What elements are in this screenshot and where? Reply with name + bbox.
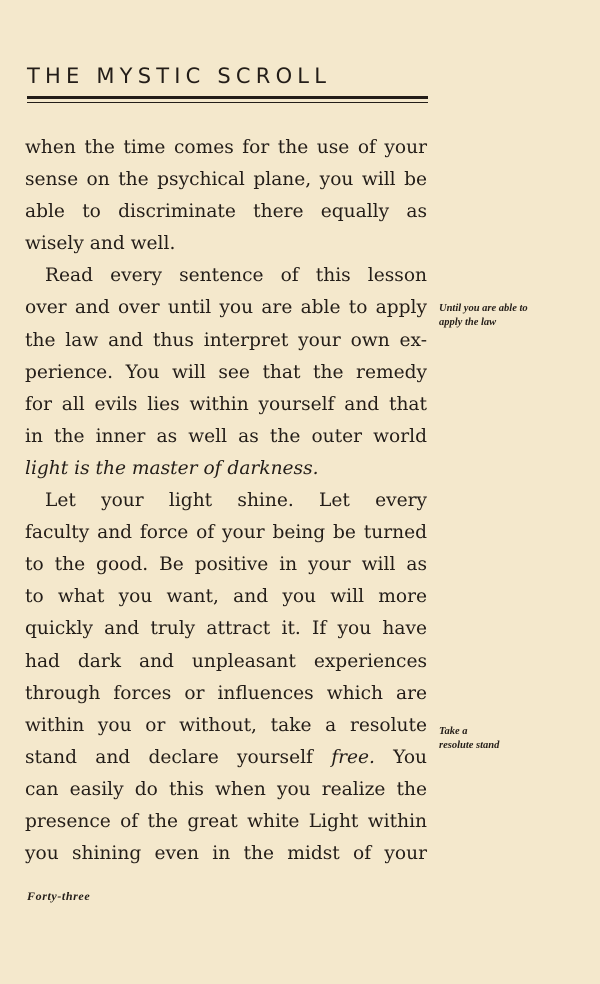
text-line xyxy=(25,581,427,613)
page-number: Forty-three xyxy=(27,889,91,903)
text-segment: presence of the great white Light within xyxy=(25,810,427,832)
text-segment: can easily do this when you realize the xyxy=(25,778,427,800)
italic-segment: light is the master of darkness. xyxy=(25,457,319,479)
text-segment: Let your light shine. Let every xyxy=(45,490,427,512)
text-segment: You xyxy=(374,746,428,768)
text-line xyxy=(25,678,427,710)
margin-note-line: resolute stand xyxy=(439,740,500,751)
text-line xyxy=(25,838,427,870)
text-line xyxy=(25,453,427,485)
text-segment: wisely and well. xyxy=(25,233,176,255)
text-line xyxy=(25,228,427,260)
text-line xyxy=(25,325,427,357)
text-segment: within you or without, take a resolute xyxy=(25,714,427,736)
text-line xyxy=(25,742,427,774)
text-line xyxy=(25,549,427,581)
margin-note-line: Take a xyxy=(439,726,468,737)
text-line xyxy=(25,806,427,838)
text-line xyxy=(25,710,427,742)
text-segment: had dark and unpleasant experiences xyxy=(25,650,427,672)
body-text xyxy=(25,132,427,870)
text-segment: sense on the psychical plane, you will be xyxy=(25,169,427,191)
italic-segment: free. xyxy=(331,746,375,768)
text-line xyxy=(25,646,427,678)
text-segment: to what you want, and you will more xyxy=(25,586,427,608)
margin-note-resolute-stand xyxy=(439,725,499,753)
text-segment: in the inner as well as the outer world xyxy=(25,425,427,447)
text-line xyxy=(25,164,427,196)
margin-note-line: apply the law xyxy=(439,317,497,328)
text-segment: quickly and truly attract it. If you have xyxy=(25,618,427,640)
text-segment: the law and thus interpret your own ex- xyxy=(25,329,427,351)
text-segment: stand and declare yourself xyxy=(25,746,332,768)
text-line xyxy=(25,196,427,228)
text-segment: you shining even in the midst of your xyxy=(25,843,427,865)
text-segment: when the time comes for the use of your xyxy=(25,137,427,158)
text-line xyxy=(25,357,427,389)
text-segment: perience. You will see that the remedy xyxy=(25,361,427,383)
text-line xyxy=(25,485,427,517)
margin-note-apply-law xyxy=(439,302,528,330)
text-segment: able to discriminate there equally as xyxy=(25,201,427,223)
margin-note-line: Until you are able to xyxy=(439,303,528,314)
header-rule-thick xyxy=(27,96,428,99)
text-segment: Read every sentence of this lesson xyxy=(45,265,427,287)
text-line xyxy=(25,421,427,453)
text-line xyxy=(25,389,427,421)
text-line xyxy=(25,260,427,292)
text-segment: through forces or influences which are xyxy=(25,682,427,704)
header-rule-thin xyxy=(27,102,428,103)
text-segment: for all evils lies within yourself and that xyxy=(25,393,427,415)
running-head: THE MYSTIC SCROLL xyxy=(27,64,332,88)
text-line xyxy=(25,774,427,806)
text-line xyxy=(25,613,427,645)
text-segment: over and over until you are able to apply xyxy=(25,297,427,319)
text-segment: faculty and force of your being be turned xyxy=(25,522,427,544)
text-line xyxy=(25,132,427,164)
text-line xyxy=(25,292,427,324)
text-line xyxy=(25,517,427,549)
text-segment: to the good. Be positive in your will as xyxy=(25,554,427,576)
